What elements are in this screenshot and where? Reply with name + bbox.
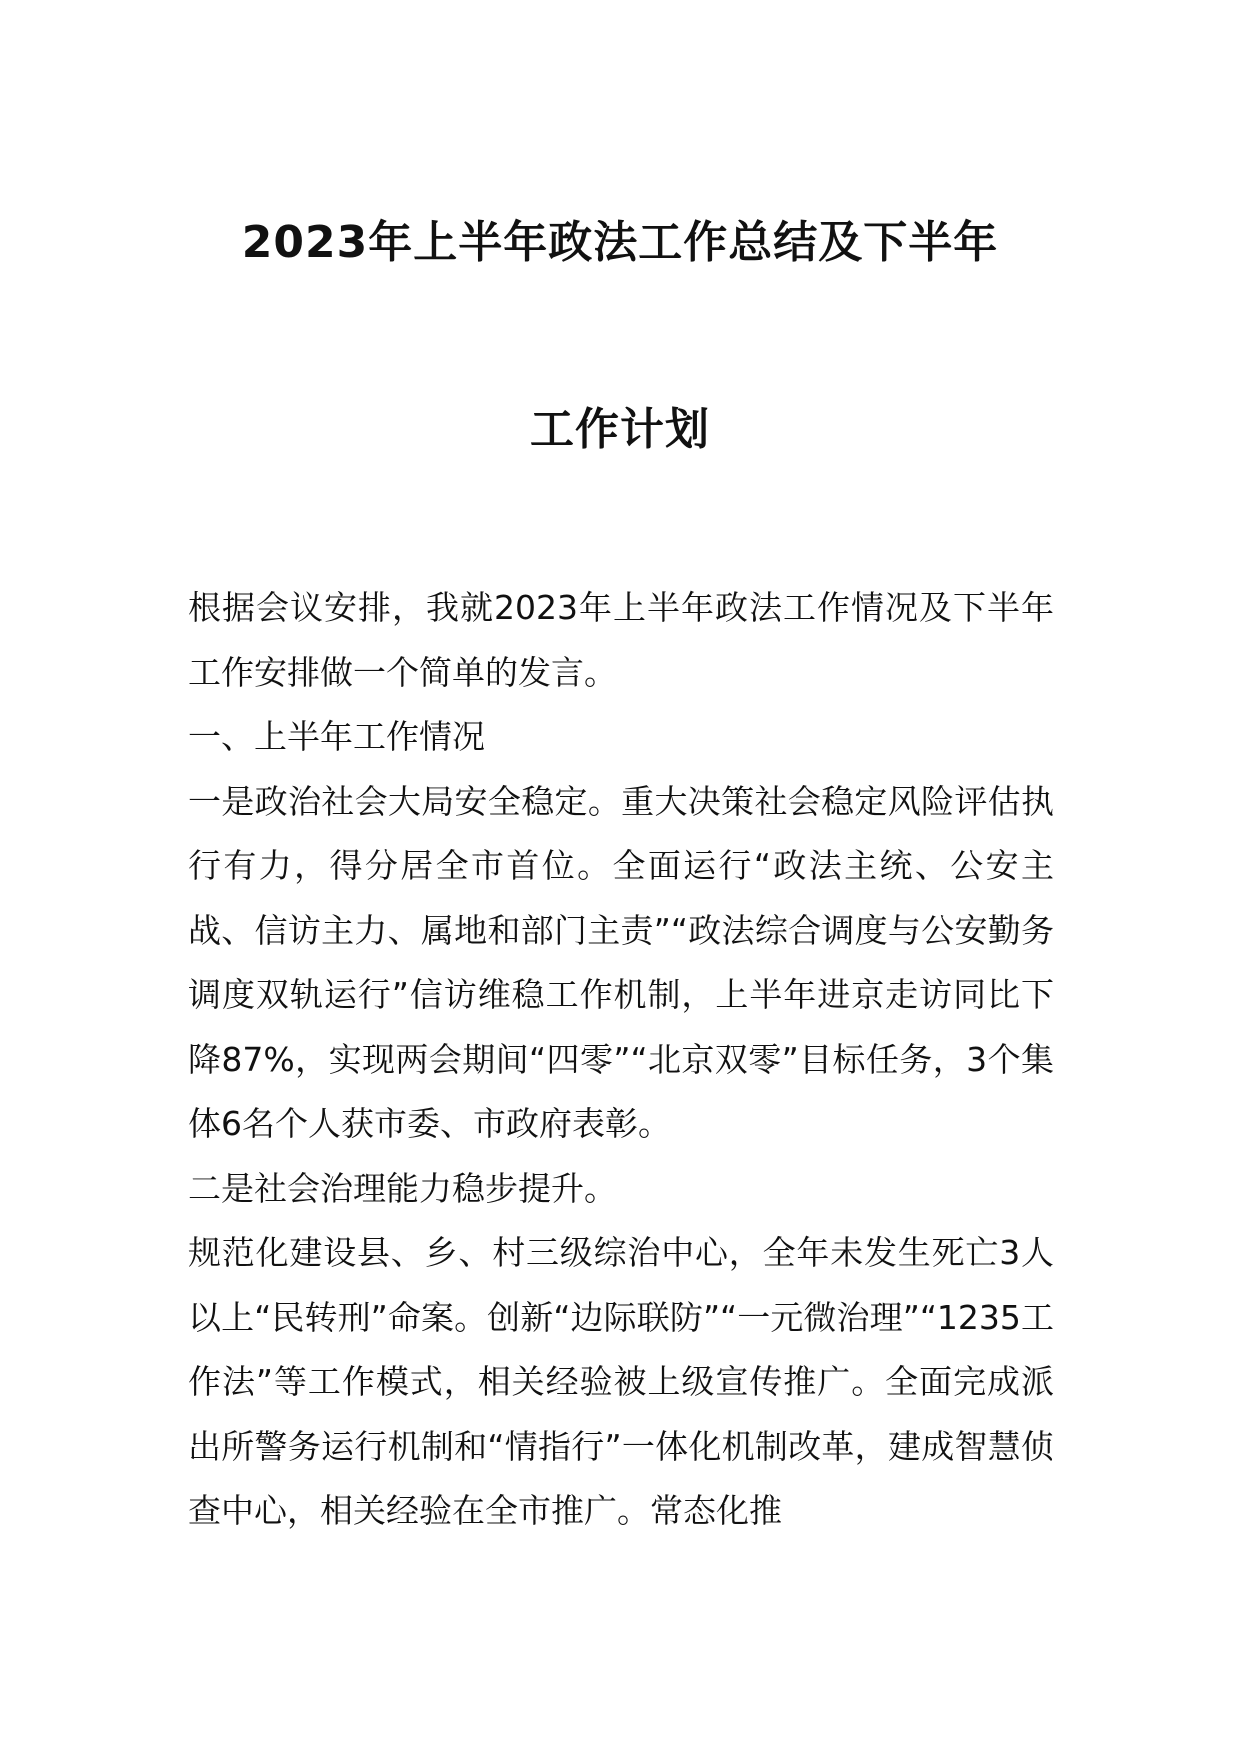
paragraph-governance-heading: 二是社会治理能力稳步提升。 bbox=[188, 1168, 617, 1208]
document-body bbox=[188, 576, 1054, 1544]
paragraph-governance-detail: 规范化建设县、乡、村三级综治中心，全年未发生死亡3人以上“民转刑”命案。创新“边际联防”“一元微治理”“1235工作法”等工作模式，相关经验被上级宣传推广。全面完成派出所警务运行机制和“情指行”一体化机制改革，建成智慧侦查中心，相关经验在全市推广。常态化推 bbox=[188, 1233, 1054, 1530]
document-title-line-2: 工作计划 bbox=[530, 404, 710, 455]
document-title-line-1: 2023年上半年政法工作总结及下半年 bbox=[241, 217, 999, 268]
paragraph-intro: 根据会议安排，我就2023年上半年政法工作情况及下半年工作安排做一个简单的发言。 bbox=[188, 588, 1054, 692]
section-heading-first-half: 一、上半年工作情况 bbox=[188, 717, 485, 756]
paragraph-political-stability: 一是政治社会大局安全稳定。重大决策社会稳定风险评估执行有力，得分居全市首位。全面运行“政法主统、公安主战、信访主力、属地和部门主责”“政法综合调度与公安勤务调度双轨运行”信访维稳工作机制，上半年进京走访同比下降87%，实现两会期间“四零”“北京双零”目标任务，3个集体6名个人获市委、市政府表彰。 bbox=[188, 781, 1054, 1143]
